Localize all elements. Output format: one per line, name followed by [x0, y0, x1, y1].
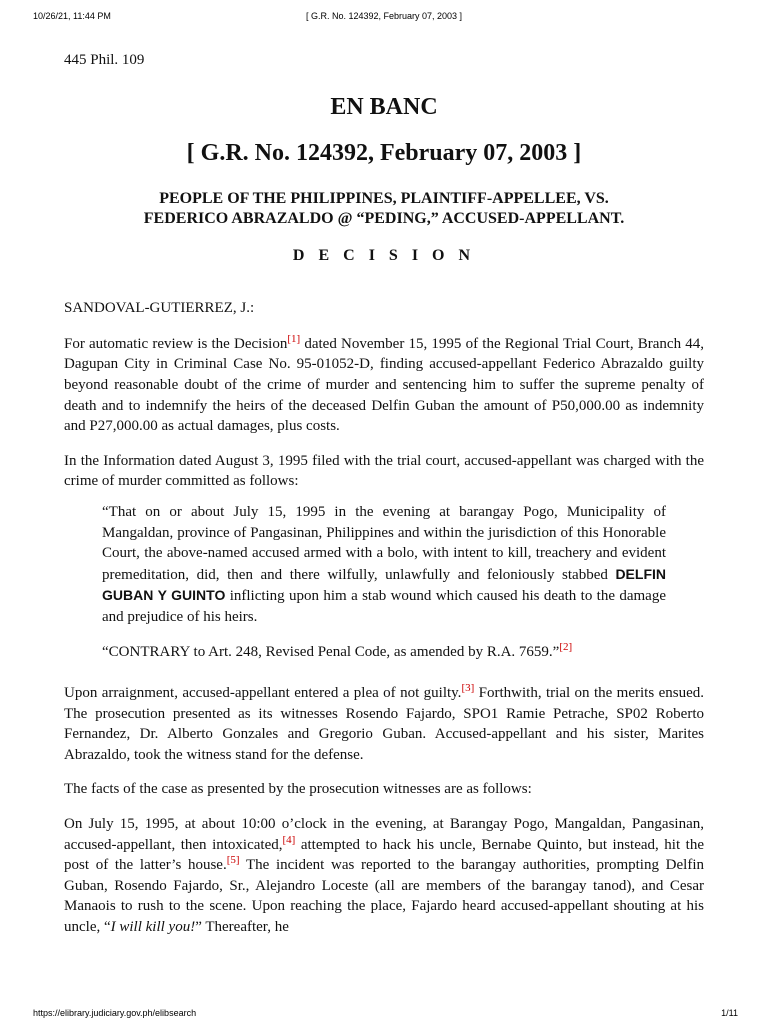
footnote-link-4[interactable]: [4] — [282, 833, 296, 846]
ponente: SANDOVAL-GUTIERREZ, J.: — [64, 300, 255, 317]
para1-text-b: dated November 15, 1995 of the Regional Trial Court, Branch 44, Dagupan City in Criminal Case No. 95-01052-D, finding accused-appellant Federico Abrazaldo guilty beyond reasonable doubt of the crime of murder and sentencing him to suffer the supreme penalty of death and to indemnify the heirs of the deceased Delfin Guban the amount of P50,000.00 as indemnity and P27,000.00 as actual damages, plus costs. — [64, 335, 704, 435]
paragraph-automatic-review — [64, 334, 704, 437]
paragraph-arraignment — [64, 683, 704, 765]
para5-text-b: attempted to hack his uncle, Bernabe Quinto, but instead, hit the post of the latter’s house. — [64, 836, 704, 874]
para1-text-a: For automatic review is the Decision — [64, 335, 288, 352]
para3-text-a: Upon arraignment, accused-appellant entered a plea of not guilty. — [64, 685, 462, 702]
quote2-text: “CONTRARY to Art. 248, Revised Penal Code, as amended by R.A. 7659.” — [102, 643, 560, 660]
decision-heading: D E C I S I O N — [292, 246, 476, 264]
paragraph-facts — [64, 814, 704, 938]
quote-contrary — [102, 642, 666, 663]
paragraph-information: In the Information dated August 3, 1995 filed with the trial court, accused-appellant was charged with the crime of murder committed as follows: — [64, 452, 704, 490]
print-header — [0, 0, 768, 28]
print-datetime: 10/26/21, 11:44 PM — [33, 11, 111, 21]
para3-text-b: Forthwith, trial on the merits ensued. The prosecution presented as its witnesses Rosendo Fajardo, SPO1 Ramie Petrache, SP02 Roberto Fernandez, Dr. Alberto Gonzales and Gregorio Guban. Accused-appellant and his sister, Marites Abrazaldo, took the witness stand for the defense. — [64, 685, 704, 763]
print-page-number: 1/11 — [721, 1008, 738, 1018]
case-number-heading: [ G.R. No. 124392, February 07, 2003 ] — [186, 139, 582, 166]
paragraph-facts-intro: The facts of the case as presented by the prosecution witnesses are as follows: — [64, 781, 532, 798]
parties-line-2: FEDERICO ABRAZALDO @ “PEDING,” ACCUSED-APPELLANT. — [143, 209, 625, 227]
footnote-link-5[interactable]: [5] — [226, 854, 240, 867]
phil-citation: 445 Phil. 109 — [64, 52, 145, 68]
parties-line-1: PEOPLE OF THE PHILIPPINES, PLAINTIFF-APPELLEE, VS. — [159, 189, 609, 207]
victim-name: DELFIN GUBAN Y GUINTO — [102, 565, 666, 604]
para5-text-a: On July 15, 1995, at about 10:00 o’clock in the evening, at Barangay Pogo, Mangaldan, Pangasinan, accused-appellant, then intoxicated, — [64, 816, 704, 853]
print-title: [ G.R. No. 124392, February 07, 2003 ] — [305, 11, 463, 21]
footnote-link-3[interactable]: [3] — [461, 682, 475, 695]
para5-text-c: The incident was reported to the barangay authorities, prompting Delfin Guban, Rosendo Fajardo, Sr., Alejandro Loceste (all are members of the barangay tanod), and Cesar Manaois to rush to the scene. Upon reaching the place, Fajardo heard accused-appellant shouting at his uncle, “ — [64, 857, 704, 936]
footnote-link-1[interactable]: [1] — [287, 332, 301, 345]
quote1-text-a: “That on or about July 15, 1995 in the evening at barangay Pogo, Municipality of Mangaldan, province of Pangasinan, Philippines and within the jurisdiction of this Honorable Court, the above-named accused armed with a bolo, with intent to kill, treachery and evident premeditation, did, then and there wilfully, unlawfully and feloniously stabbed — [102, 503, 666, 583]
print-footer — [0, 994, 768, 1024]
print-url: https://elibrary.judiciary.gov.ph/elibsearch — [33, 1008, 197, 1018]
para5-quote: I will kill you! — [110, 919, 196, 936]
decision-document — [64, 44, 704, 938]
quote-information — [102, 502, 666, 628]
para5-text-d: ” Thereafter, he — [195, 919, 289, 936]
footnote-link-2[interactable]: [2] — [559, 640, 573, 653]
quote1-text-b: inflicting upon him a stab wound which caused his death to the damage and prejudice of his heirs. — [102, 588, 666, 625]
division-heading: EN BANC — [330, 93, 438, 120]
parties-heading — [64, 189, 704, 229]
